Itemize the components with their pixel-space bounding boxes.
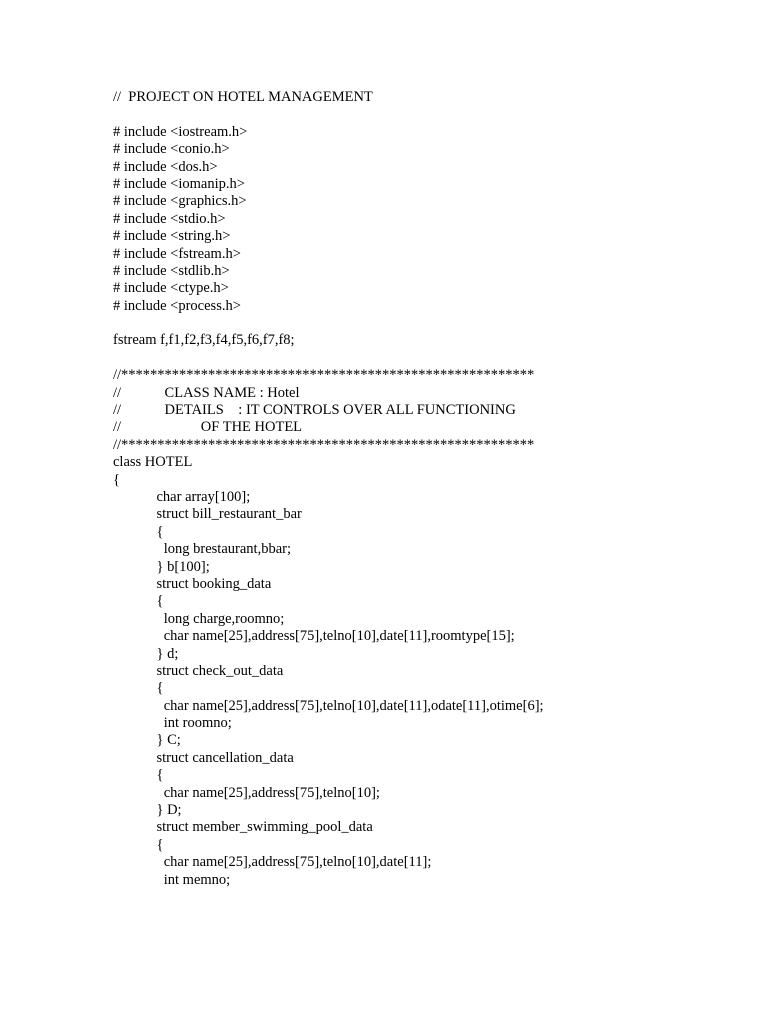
code-line: struct check_out_data [113, 662, 284, 679]
code-line: } C; [113, 732, 181, 749]
code-line: char name[25],address[75],telno[10]; [113, 784, 380, 801]
code-line: } D; [113, 802, 182, 819]
code-line: { [113, 836, 164, 853]
blank-line [113, 315, 733, 332]
code-line: # include <dos.h> [113, 158, 218, 175]
code-line: # include <process.h> [113, 297, 241, 314]
code-line: long charge,roomno; [113, 610, 285, 627]
code-line: // OF THE HOTEL [113, 419, 303, 436]
code-line: class HOTEL [113, 454, 193, 471]
code-line: } b[100]; [113, 558, 210, 575]
code-line: struct cancellation_data [113, 749, 294, 766]
code-line: # include <stdlib.h> [113, 262, 230, 279]
code-line: # include <conio.h> [113, 141, 230, 158]
code-line: } d; [113, 645, 179, 662]
code-line: char array[100]; [113, 488, 251, 505]
code-line: struct member_swimming_pool_data [113, 819, 373, 836]
code-line: // DETAILS : IT CONTROLS OVER ALL FUNCTIONING [113, 402, 516, 419]
code-line: struct booking_data [113, 575, 272, 592]
code-line: # include <fstream.h> [113, 245, 241, 262]
code-line: # include <stdio.h> [113, 210, 226, 227]
code-line: //********************************************************* [113, 367, 535, 384]
code-line: //********************************************************* [113, 436, 535, 453]
code-line: { [113, 680, 164, 697]
code-line: # include <iomanip.h> [113, 175, 245, 192]
code-line: { [113, 767, 164, 784]
code-line: int roomno; [113, 715, 232, 732]
code-line: // CLASS NAME : Hotel [113, 384, 300, 401]
code-line: { [113, 523, 164, 540]
code-line: int memno; [113, 871, 231, 888]
code-line: # include <ctype.h> [113, 280, 229, 297]
code-line: long brestaurant,bbar; [113, 541, 291, 558]
code-line: struct bill_restaurant_bar [113, 506, 302, 523]
code-line: char name[25],address[75],telno[10],date[11]; [113, 854, 432, 871]
blank-line [113, 106, 733, 123]
code-line: char name[25],address[75],telno[10],date[11],odate[11],otime[6]; [113, 697, 544, 714]
code-line: char name[25],address[75],telno[10],date[11],roomtype[15]; [113, 628, 515, 645]
code-line: { [113, 593, 164, 610]
code-line: # include <string.h> [113, 228, 231, 245]
document-title: // PROJECT ON HOTEL MANAGEMENT [113, 89, 373, 105]
code-line: # include <graphics.h> [113, 193, 247, 210]
code-line: # include <iostream.h> [113, 123, 248, 140]
document-page [113, 89, 733, 889]
blank-line [113, 350, 733, 367]
code-line: fstream f,f1,f2,f3,f4,f5,f6,f7,f8; [113, 332, 295, 349]
code-line: { [113, 471, 120, 488]
